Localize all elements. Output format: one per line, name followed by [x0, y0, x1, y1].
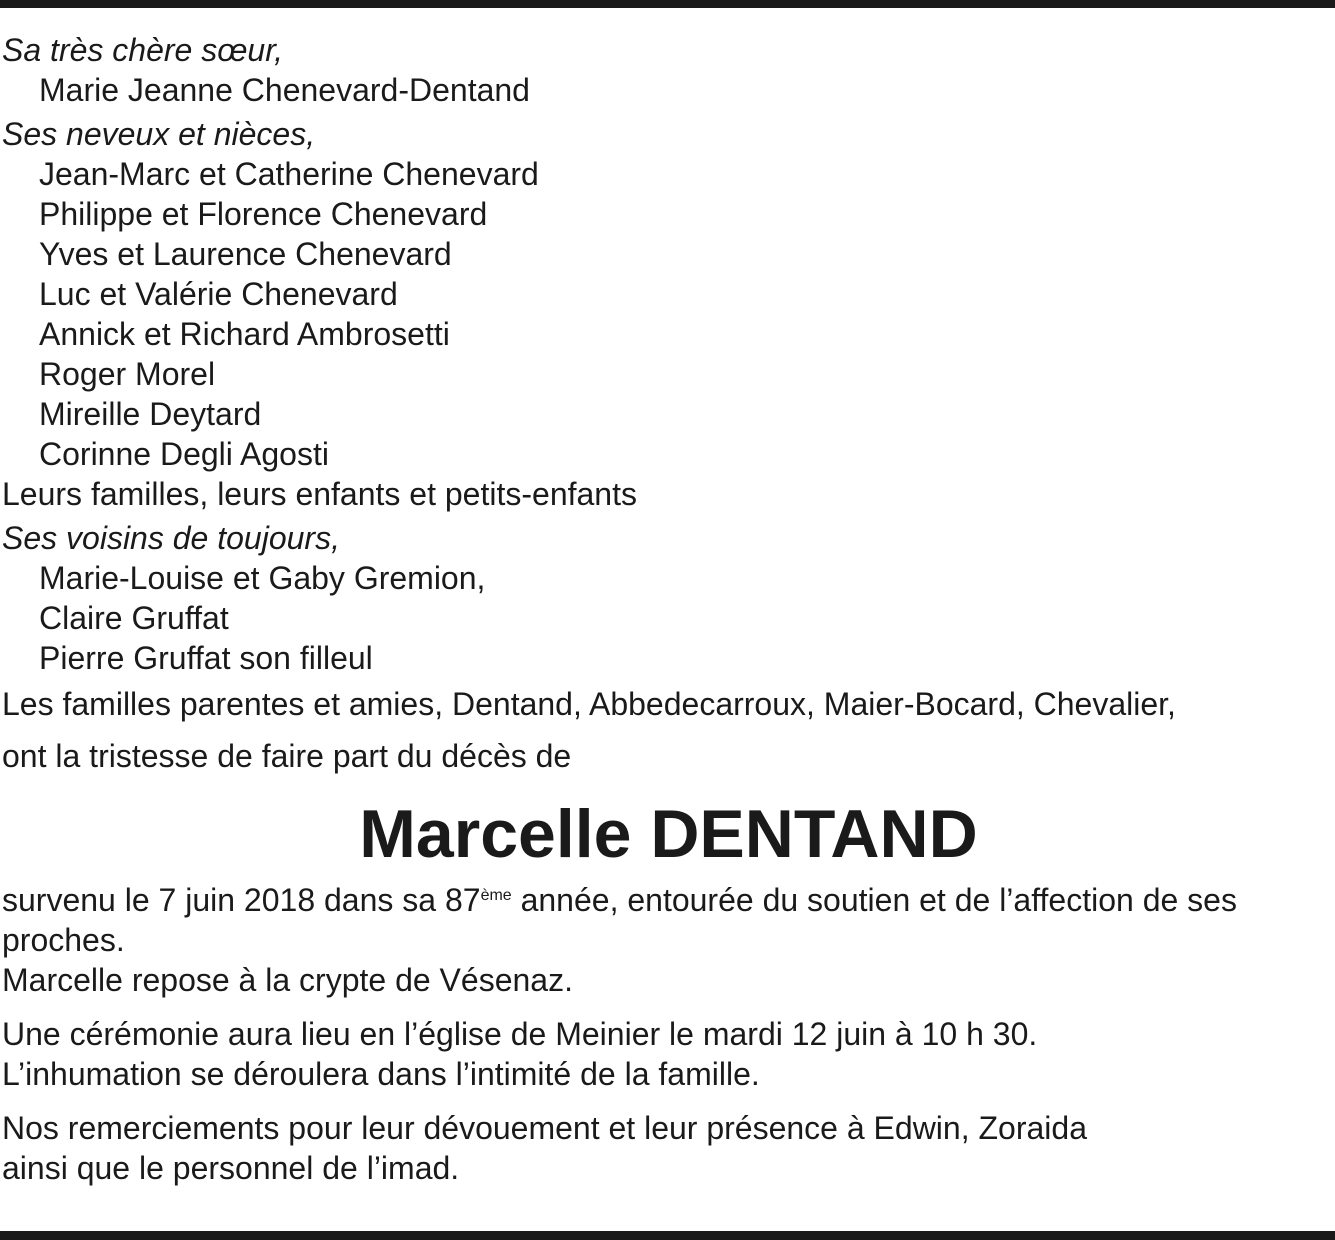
death-text-before-age: survenu le 7 juin 2018 dans sa 87 [2, 882, 481, 918]
top-rule [0, 0, 1335, 8]
deceased-name: Marcelle DENTAND [359, 796, 978, 872]
sister-heading: Sa très chère sœur, [2, 32, 283, 68]
nephew-name: Philippe et Florence Chenevard [39, 196, 488, 232]
sister-name: Marie Jeanne Chenevard-Dentand [39, 72, 530, 108]
thanks-line-1: Nos remerciements pour leur dévouement et leur présence à Edwin, Zoraida [2, 1110, 1087, 1146]
death-text-after-age: année, entourée du soutien et de l’affection de ses proches. [2, 882, 1237, 958]
neighbor-name: Claire Gruffat [39, 600, 229, 636]
related-families-line: Les familles parentes et amies, Dentand, Abbedecarroux, Maier-Bocard, Chevalier, [2, 686, 1176, 722]
bottom-rule [0, 1231, 1335, 1240]
repose-line: Marcelle repose à la crypte de Vésenaz. [2, 962, 573, 998]
nephew-name: Roger Morel [39, 356, 216, 392]
thanks-line-2: ainsi que le personnel de l’imad. [2, 1150, 460, 1186]
death-details [2, 880, 1335, 960]
neighbor-name: Pierre Gruffat son filleul [39, 640, 373, 676]
obituary-notice [2, 30, 1335, 1188]
nephews-section [2, 114, 1335, 514]
nephew-name: Corinne Degli Agosti [39, 436, 329, 472]
nephew-name: Annick et Richard Ambrosetti [39, 316, 450, 352]
sister-section [2, 30, 1335, 110]
nephew-name: Jean-Marc et Catherine Chenevard [39, 156, 539, 192]
neighbors-heading: Ses voisins de toujours, [2, 520, 340, 556]
nephew-name: Luc et Valérie Chenevard [39, 276, 398, 312]
nephews-heading: Ses neveux et nièces, [2, 116, 316, 152]
neighbors-section [2, 518, 1335, 678]
ceremony-line-2: L’inhumation se déroulera dans l’intimité de la famille. [2, 1056, 760, 1092]
ceremony-line-1: Une cérémonie aura lieu en l’église de Meinier le mardi 12 juin à 10 h 30. [2, 1016, 1038, 1052]
neighbor-name: Marie-Louise et Gaby Gremion, [39, 560, 486, 596]
nephew-name: Yves et Laurence Chenevard [39, 236, 452, 272]
families-line: Leurs familles, leurs enfants et petits-enfants [2, 476, 637, 512]
announcement-line: ont la tristesse de faire part du décès de [2, 738, 572, 774]
age-suffix: ème [480, 887, 512, 904]
nephew-name: Mireille Deytard [39, 396, 262, 432]
